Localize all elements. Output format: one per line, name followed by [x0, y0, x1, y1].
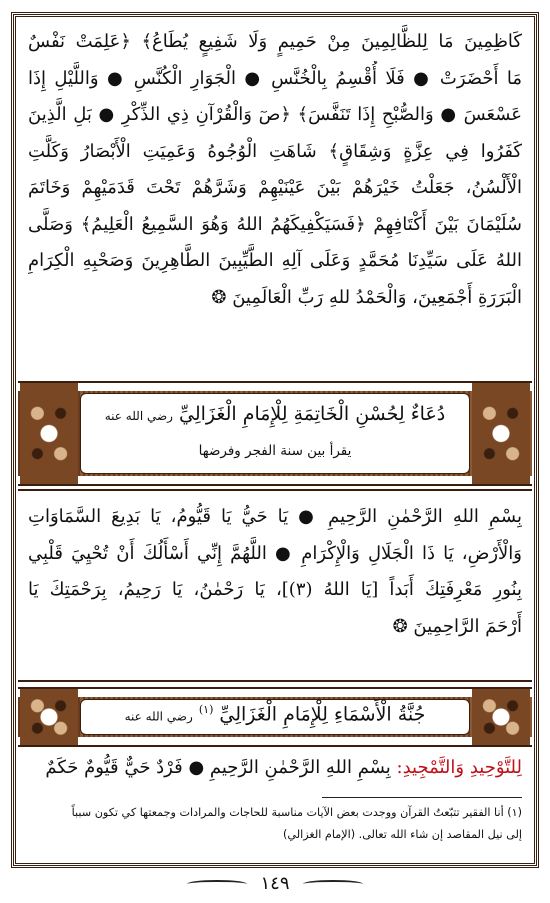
- tawhid-line: [28, 757, 522, 778]
- divider: [18, 489, 532, 491]
- text-line: مَا أَحْضَرَتْ ● فَلَا أُقْسِمُ بِالْخُنَّسِ ● الْجَوَارِ الْكُنَّسِ ● وَاللَّيْلِ إِذَا: [28, 67, 522, 89]
- flourish-icon: [187, 880, 247, 888]
- section-title-text: دُعَاءٌ لِحُسْنِ الْخَاتِمَةِ لِلْإِمَامِ الْغَزَالِيِّ: [179, 403, 446, 425]
- section-banner-dua: [18, 381, 532, 486]
- text-line: سُلَيْمَانَ بَيْنَ أَكْتَافِهِمْ ﴿فَسَيَكْفِيكَهُمُ اللهُ وَهُوَ السَّمِيعُ الْعَلِيمُ﴾ وَصَلَّى: [28, 213, 522, 235]
- footnote-rule: [322, 797, 522, 798]
- ornament-icon: [20, 689, 78, 745]
- dua-text-block-1: [28, 24, 522, 316]
- ornament-icon: [472, 383, 530, 484]
- text-line: كَاظِمِينَ مَا لِلظَّالِمِينَ مِنْ حَمِيمٍ وَلَا شَفِيعٍ يُطَاعُ﴾ ﴿عَلِمَتْ نَفْسٌ: [28, 31, 522, 52]
- text-line: عَسْعَسَ ● وَالصُّبْحِ إِذَا تَنَفَّسَ﴾ ﴿صٓ وَالْقُرْآنِ ذِي الذِّكْرِ ● بَلِ الَّذِينَ: [28, 104, 522, 125]
- text-line: الْبَرَرَةِ أَجْمَعِينَ، وَالْحَمْدُ للهِ رَبِّ الْعَالَمِينَ ❂: [211, 286, 522, 308]
- text-line: بِسْمِ اللهِ الرَّحْمٰنِ الرَّحِيمِ ● يَا حَيُّ يَا قَيُّومُ، يَا بَدِيعَ السَّمَاوَاتِ: [28, 506, 522, 527]
- section-subtitle: يقرأ بين سنة الفجر وفرضها: [198, 443, 352, 459]
- section-title: [88, 703, 462, 725]
- footnote-ref[interactable]: (١): [198, 703, 214, 716]
- honorific: رضي الله عنه: [124, 709, 193, 724]
- footnote-line: (١) أنا الفقير تتبّعتُ القرآن ووجدت بعض الآيات مناسبة للحاجات والمرادات وجمعتها كي تكون سبباً: [71, 806, 522, 819]
- text-line: اللهُ عَلَى سَيِّدِنَا مُحَمَّدٍ وَعَلَى آلِهِ الطَّيِّبِينَ الطَّاهِرِينَ وَصَحْبِهِ الْكِرَامِ: [28, 250, 522, 271]
- text-line: الْأَلْسُنُ، جَعَلْتُ خَيْرَهُمْ بَيْنَ عَيْنَيْهِمْ وَشَرَّهُمْ تَحْتَ قَدَمَيْهِمْ وَخَاتَمَ: [28, 177, 522, 198]
- text-line: كَفَرُوا فِي عِزَّةٍ وَشِقَاقٍ﴾ شَاهَتِ الْوُجُوهُ وَعَمِيَتِ الْأَبْصَارُ وَكَلَّتِ: [28, 140, 522, 162]
- ornament-icon: [20, 383, 78, 484]
- section-banner-asma: [18, 687, 532, 747]
- divider: [18, 680, 532, 682]
- tawhid-text: بِسْمِ اللهِ الرَّحْمٰنِ الرَّحِيمِ ● فَرْدٌ حَيٌّ قَيُّومٌ حَكَمٌ: [45, 757, 391, 778]
- footnote: [28, 802, 522, 846]
- honorific: رضي الله عنه: [104, 409, 173, 423]
- page-number: ١٤٩: [260, 873, 290, 894]
- ornament-icon: [472, 689, 530, 745]
- text-line: وَالْأَرْضِ، يَا ذَا الْجَلَالِ وَالْإِكْرَامِ ● اللَّهُمَّ إِنِّي أَسْأَلُكَ أَنْ تُحْيِيَ قَلْبِي: [28, 542, 522, 564]
- text-line: أَرْحَمَ الرَّاحِمِينَ ❂: [392, 615, 522, 637]
- footnote-line: إلى نيل المقاصد إن شاء الله تعالى. (الإمام الغزالي): [283, 828, 522, 841]
- section-title-text: جُنَّةُ الْأَسْمَاءِ لِلْإِمَامِ الْغَزَالِيِّ: [219, 703, 426, 726]
- page-number-row: [0, 873, 550, 894]
- section-title: [88, 403, 462, 425]
- flourish-icon: [303, 880, 363, 888]
- tawhid-label: لِلتَّوْحِيدِ وَالتَّمْجِيدِ:: [396, 757, 522, 778]
- text-line: بِنُورِ مَعْرِفَتِكَ أَبَداً [يَا اللهُ (٣)]، يَا رَحْمٰنُ، يَا رَحِيمُ، بِرَحْمَتِكَ يَا: [28, 579, 522, 600]
- dua-text-block-2: [28, 499, 522, 645]
